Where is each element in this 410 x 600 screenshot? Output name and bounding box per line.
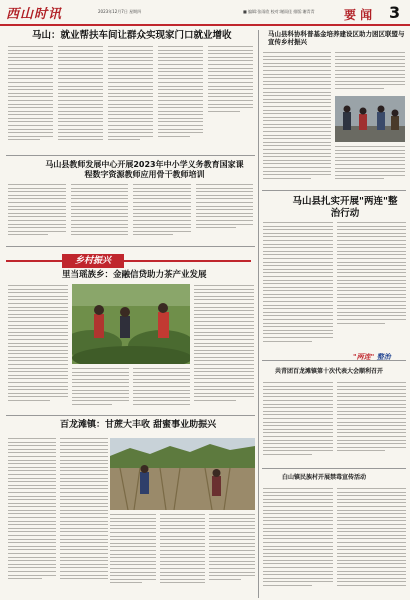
- article-body-science-association-left: [263, 52, 331, 186]
- article-body-youth-league: [263, 382, 406, 464]
- article-body-tea-finance-bottom: [72, 368, 190, 411]
- lianghua-logo-left: "两连": [353, 353, 375, 361]
- editors-line: ■ 编辑:张雨欣 校对:谢雨佳 排版:谢青青: [243, 9, 315, 14]
- article-body-sugarcane-left: [8, 438, 108, 598]
- article-headline-employment: 马山：就业帮扶车间让群众实现家门口就业增收: [32, 30, 232, 41]
- newspaper-logo: 西山时讯: [6, 7, 63, 22]
- article-body-teacher-training: [8, 184, 253, 242]
- rule-below-a5: [262, 468, 406, 469]
- article-headline-anti-drug: 白山镇民族村开展禁毒宣传活动: [282, 474, 367, 481]
- science-event-illustration: [335, 96, 405, 142]
- article-headline-tea-finance: 里当瑶族乡：金融信贷助力茶产业发展: [62, 270, 207, 280]
- sugarcane-harvest-photo: [110, 438, 255, 510]
- lianghua-campaign-logo: [353, 352, 391, 362]
- article-headline-sugarcane: 百龙滩镇：甘蔗大丰收 甜蜜事业助振兴: [60, 420, 217, 430]
- rule-below-a1: [6, 155, 255, 156]
- article-body-science-association-bottom: [335, 146, 405, 186]
- article-body-anti-drug: [263, 488, 406, 598]
- tea-field-illustration: [72, 284, 190, 364]
- issue-date: 2023年12月7日 星期四: [98, 9, 142, 14]
- article-headline-youth-league: 共青团百龙滩镇第十次代表大会顺利召开: [275, 368, 384, 375]
- column-rule-main: [258, 30, 259, 598]
- article-body-lianghua: [263, 222, 406, 356]
- rule-below-a2: [6, 246, 255, 247]
- article-body-employment: [8, 46, 253, 151]
- rule-below-a7: [6, 415, 255, 416]
- article-headline-teacher-training: 马山县教师发展中心开展2023年中小学义务教育国家课程数字资源教师应用骨干教师培训: [45, 160, 244, 179]
- sugarcane-illustration: [110, 438, 255, 510]
- article-body-science-association-right: [335, 52, 405, 94]
- article-body-tea-finance-left: [8, 285, 68, 411]
- article-body-tea-finance-right: [194, 285, 254, 411]
- rule-below-a3: [262, 190, 406, 191]
- tea-field-photo: [72, 284, 190, 364]
- section-title: 要 闻: [344, 8, 373, 22]
- article-headline-science-association: 马山县科协科普基金培养建设区助力困区联盟与宣传乡村振兴: [268, 30, 405, 47]
- page-number: 3: [389, 3, 401, 22]
- article-headline-lianghua: 马山县扎实开展"两连"整治行动: [292, 196, 398, 219]
- masthead: [0, 0, 410, 26]
- rural-revitalization-ribbon: 乡村振兴: [62, 254, 124, 268]
- article-body-sugarcane-right: [110, 514, 255, 598]
- section-ribbon-rule: [6, 260, 251, 262]
- lianghua-logo-right: 整治: [376, 353, 391, 361]
- science-event-photo: [335, 96, 405, 142]
